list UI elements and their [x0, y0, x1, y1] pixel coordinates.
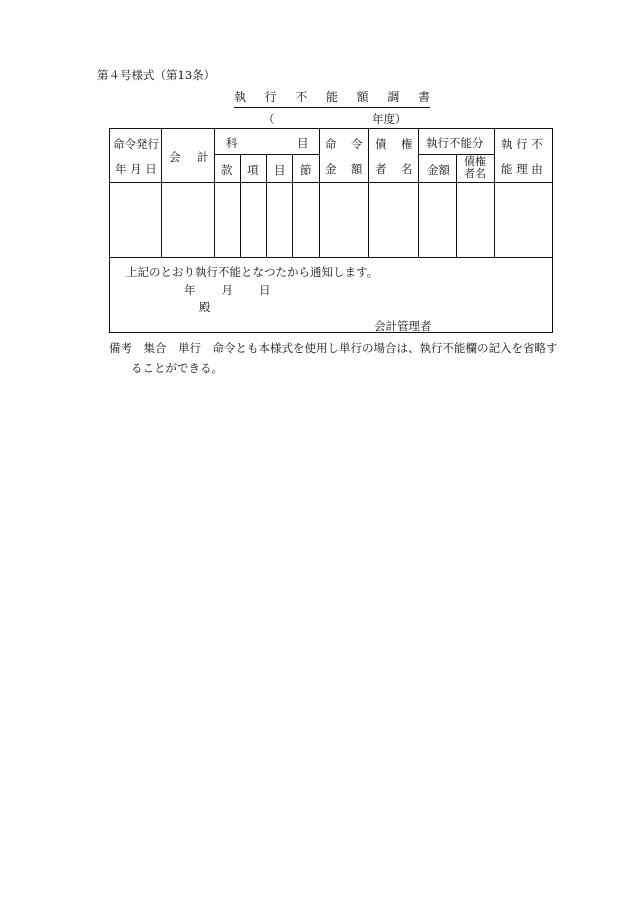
nonexec-amount-header: 金額 [427, 163, 450, 177]
form-label: 第４号様式（第13条） [97, 68, 216, 82]
order-amount-bottom1: 金 [325, 162, 337, 176]
addressee-suffix: 殿 [199, 300, 211, 314]
col-rule [292, 154, 293, 257]
col-rule [266, 154, 267, 257]
header-bottom-rule [110, 182, 552, 183]
account-header-char2: 計 [197, 150, 209, 164]
col-rule [456, 154, 457, 257]
date-year: 年 [184, 283, 196, 297]
order-amount-top1: 命 [325, 137, 337, 151]
order-date-header-line2: 年 月 日 [115, 162, 157, 176]
col-rule [494, 129, 495, 257]
creditor-bottom2: 名 [401, 162, 413, 176]
date-line [184, 282, 297, 298]
col-rule [368, 129, 369, 257]
account-header-char1: 会 [169, 150, 181, 164]
table-bottom-rule [110, 257, 552, 258]
reason-header-line2: 能 理 由 [501, 162, 543, 176]
subject-moku: 目 [274, 163, 286, 177]
creditor-bottom1: 者 [375, 162, 387, 176]
order-amount-top2: 令 [351, 137, 363, 151]
subject-kou: 項 [247, 163, 259, 177]
col-rule [240, 154, 241, 257]
subject-header-char2: 目 [297, 136, 309, 150]
notice-text: 上記のとおり執行不能となつたから通知します。 [126, 265, 379, 279]
date-month: 月 [221, 283, 233, 297]
col-rule [214, 129, 215, 257]
year-label: 年度） [372, 112, 407, 126]
order-amount-bottom2: 額 [351, 162, 363, 176]
col-rule [161, 129, 162, 257]
subject-setsu: 節 [300, 163, 312, 177]
nonexec-creditor-line2: 者名 [464, 167, 486, 180]
creditor-top1: 債 [375, 137, 387, 151]
reason-header-line1: 執 行 不 [501, 137, 543, 151]
subject-header-char1: 科 [226, 136, 238, 150]
year-paren-open: （ [263, 112, 275, 126]
document-title-text: 執 行 不 能 額 調 書 [234, 90, 430, 104]
date-day: 日 [259, 283, 271, 297]
col-rule [319, 129, 320, 257]
nonexec-creditor-line1: 債権 [464, 155, 486, 168]
document-title [234, 88, 430, 108]
nonexec-header: 執行不能分 [426, 136, 484, 150]
creditor-top2: 権 [401, 137, 413, 151]
form-frame [109, 128, 553, 333]
remarks-line2: ることができる。 [131, 361, 223, 375]
order-date-header-line1: 命令発行 [113, 137, 159, 151]
col-rule [418, 129, 419, 257]
subject-kan: 款 [221, 163, 233, 177]
remarks-line1: 備考 集合 単行 命令とも本様式を使用し単行の場合は、執行不能欄の記入を省略す [109, 341, 558, 355]
accounting-officer: 会計管理者 [374, 319, 432, 333]
